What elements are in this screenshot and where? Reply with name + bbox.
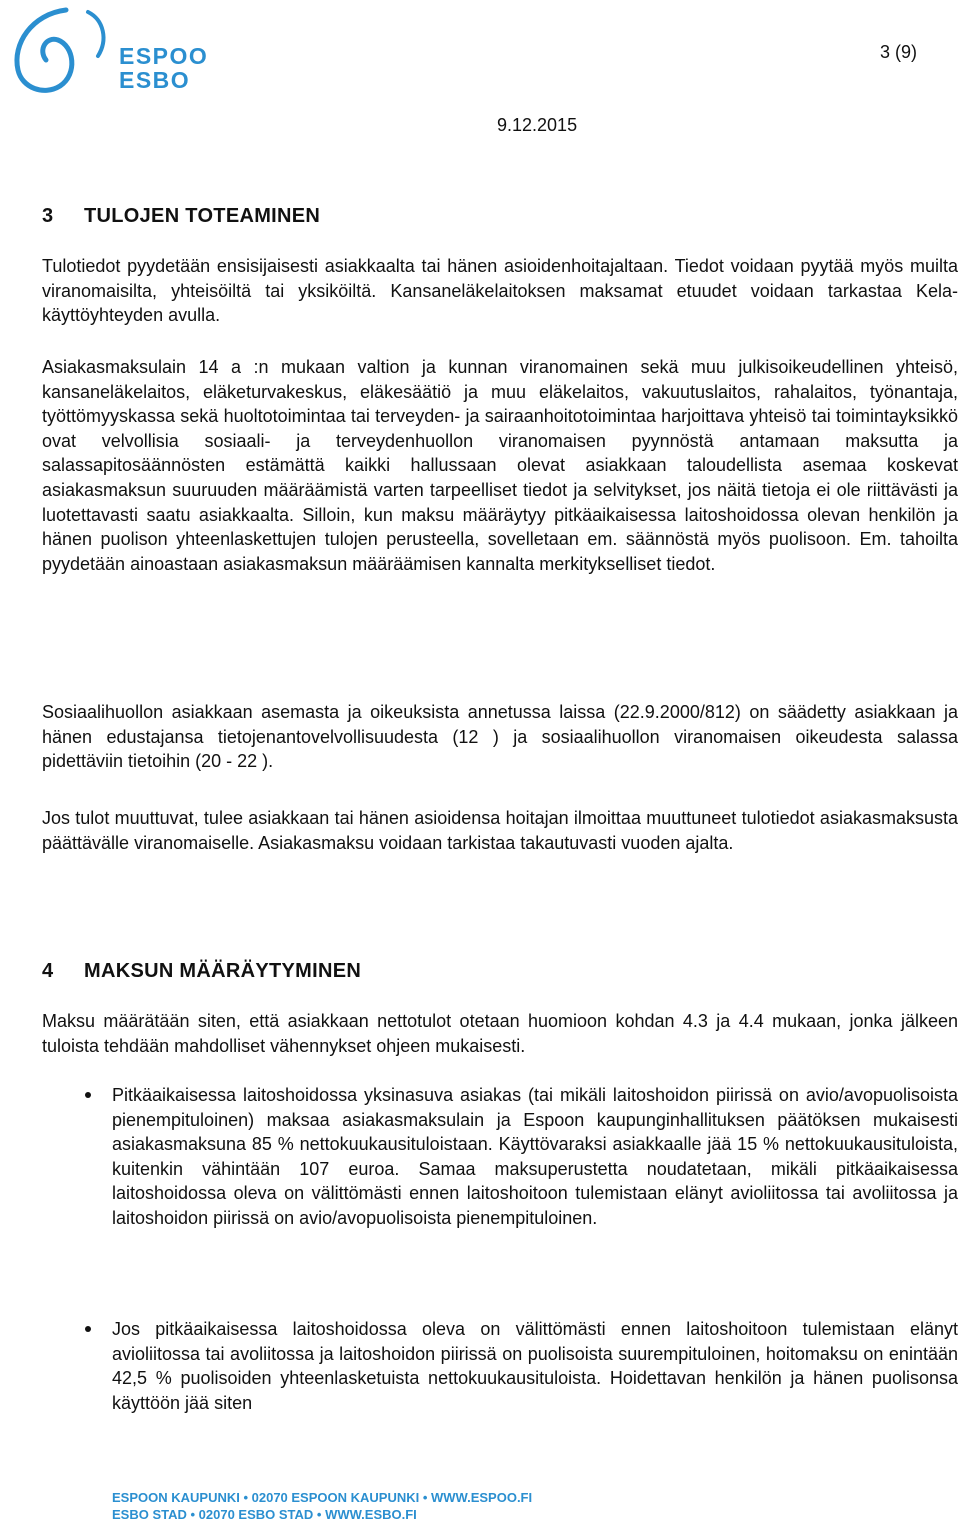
bullet-icon bbox=[85, 1092, 91, 1098]
espoo-logo-swirl-icon bbox=[8, 6, 118, 98]
page-footer bbox=[112, 1489, 532, 1523]
paragraph: Sosiaalihuollon asiakkaan asemasta ja oikeuksista annetussa laissa (22.9.2000/812) on säädetty asiakkaan ja hänen edustajansa tietojenantovelvollisuudesta (12 ) ja sosiaalihuollon viranomaisen oikeudesta salassa pidettäviin tietoihin (20 - 22 ). bbox=[42, 702, 958, 772]
section-heading-3 bbox=[42, 205, 320, 228]
list-item-text: Pitkäaikaisessa laitoshoidossa yksinasuva asiakas (tai mikäli laitoshoidon piirissä on avio/avopuolisoista pienempituloinen) maksaa asiakasmaksulain ja Espoon kaupunginhallituksen päätöksen mukaisesti asiakasmaksuna 85 % nettokuukausituloistaan. Käyttövaraksi asiakkaalle jää 15 % nettokuukausituloista, kuitenkin vähintään 107 euroa. Samaa maksuperustetta noudatetaan, mikäli pitkäaikaisessa laitoshoidossa oleva on välittömästi ennen laitoshoitoon tulemistaan elänyt avioliitossa tai avoliitossa ja laitoshoidon piirissä on avio/avopuolisoista pienempituloinen. bbox=[112, 1085, 958, 1228]
bullet-icon bbox=[85, 1326, 91, 1332]
section-title: TULOJEN TOTEAMINEN bbox=[84, 205, 321, 227]
section-title: MAKSUN MÄÄRÄYTYMINEN bbox=[84, 960, 362, 982]
logo-text-esbo: ESBO bbox=[119, 67, 191, 93]
paragraph: Maksu määrätään siten, että asiakkaan nettotulot otetaan huomioon kohdan 4.3 ja 4.4 mukaan, jonka jälkeen tuloista tehdään mahdolliset vähennykset ohjeen mukaisesti. bbox=[42, 1011, 958, 1056]
footer-line-finnish: ESPOON KAUPUNKI • 02070 ESPOON KAUPUNKI • WWW.ESPOO.FI bbox=[112, 1490, 533, 1505]
paragraph: Tulotiedot pyydetään ensisijaisesti asiakkaalta tai hänen asioidenhoitajaltaan. Tiedot voidaan pyytää myös muilta viranomaisilta, yhteisöiltä tai yksiköiltä. Kansaneläkelaitoksen maksamat etuudet voidaan tarkastaa Kela-käyttöyhteyden avulla. bbox=[42, 256, 958, 326]
list-item-text: Jos pitkäaikaisessa laitoshoidossa oleva on välittömästi ennen laitoshoitoon tulemistaan elänyt avioliitossa tai avoliitossa ja laitoshoidon piirissä on puolisoista suurempituloinen, hoitomaksu on enintään 42,5 % puolisoiden yhteenlasketuista nettokuukausituloista. Hoidettavan henkilön ja hänen puolisonsa käyttöön jää siten bbox=[112, 1319, 958, 1413]
logo-text-espoo: ESPOO bbox=[119, 43, 209, 69]
section-number: 3 bbox=[42, 205, 54, 227]
section-number: 4 bbox=[42, 960, 54, 982]
document-date: 9.12.2015 bbox=[497, 115, 578, 135]
paragraph: Jos tulot muuttuvat, tulee asiakkaan tai hänen asioidensa hoitajan ilmoittaa muuttuneet tulotiedot asiakasmaksusta päättävälle viranomaiselle. Asiakasmaksu voidaan tarkistaa takautuvasti vuoden ajalta. bbox=[42, 808, 958, 853]
paragraph: Asiakasmaksulain 14 a :n mukaan valtion ja kunnan viranomainen sekä muu julkisoikeudellinen yhteisö, kansaneläkelaitos, eläketurvakeskus, eläkesäätiö ja muu eläkelaitos, vakuutuslaitos, rahalaitos, työnantaja, työttömyyskassa sekä huoltotoimintaa tai terveyden- ja sairaanhoitotoimintaa harjoittava yhteisö tai toimintayksikkö ovat velvollisia sosiaali- ja terveydenhuollon viranomaisen pyynnöstä antamaan maksutta ja salassapitosäännösten estämättä kaikki hallussaan olevat asiakkaan taloudellista asemaa koskevat asiakasmaksun suuruuden määräämistä varten tarpeelliset tiedot ja selvitykset, jos näitä tietoja ei ole riittävästi ja luotettavasti saatu asiakkaalta. Silloin, kun maksu määräytyy pitkäaikaisessa laitoshoidossa olevan henkilön ja hänen puolison yhteenlaskettujen tulojen perusteella, sovelletaan em. säännöstä myös puolisoon. Em. tahoilta pyydetään ainoastaan asiakasmaksun määräämisen kannalta merkitykselliset tiedot. bbox=[42, 357, 958, 574]
page-number: 3 (9) bbox=[879, 42, 917, 62]
section-heading-4 bbox=[42, 960, 361, 983]
espoo-logo bbox=[8, 6, 208, 98]
footer-line-swedish: ESBO STAD • 02070 ESBO STAD • WWW.ESBO.FI bbox=[112, 1507, 417, 1522]
